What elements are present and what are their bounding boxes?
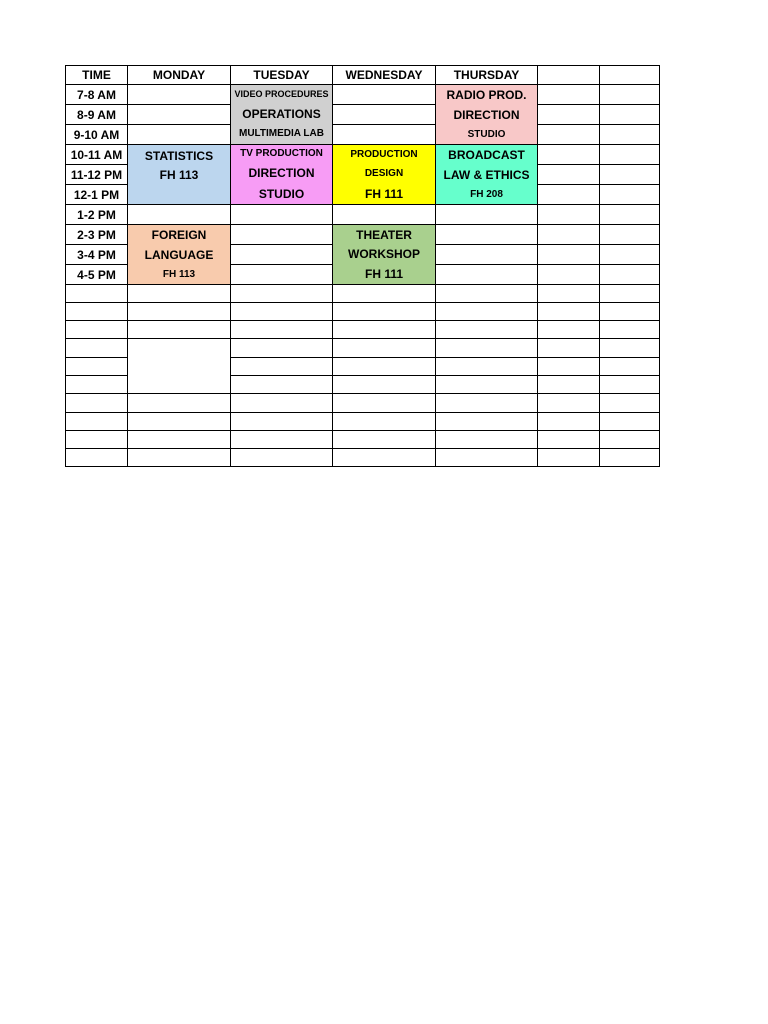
time-cell: 4-5 PM <box>65 264 127 284</box>
class-block-theater-workshop <box>332 224 435 284</box>
schedule-cell <box>332 393 435 412</box>
schedule-cell <box>230 302 332 320</box>
class-title: DIRECTION <box>248 166 315 181</box>
schedule-cell <box>599 320 660 338</box>
schedule-cell <box>127 124 230 144</box>
schedule-cell <box>599 184 660 204</box>
time-cell: 10-11 AM <box>65 144 127 164</box>
class-block-production-design <box>332 144 435 204</box>
class-block-broadcast-law <box>435 144 537 204</box>
schedule-cell <box>599 430 660 448</box>
class-title: TV PRODUCTION <box>240 148 323 160</box>
class-room: FH 113 <box>162 268 196 280</box>
schedule-cell <box>230 357 332 375</box>
schedule-cell <box>537 124 599 144</box>
schedule-cell <box>599 357 660 375</box>
schedule-cell <box>332 104 435 124</box>
schedule-cell <box>127 84 230 104</box>
schedule-cell <box>599 124 660 144</box>
time-cell-empty <box>65 393 127 412</box>
class-title: FOREIGN <box>151 228 207 243</box>
schedule-cell <box>332 412 435 430</box>
class-room: STUDIO <box>258 186 305 201</box>
schedule-cell <box>537 412 599 430</box>
class-block-tv-production <box>230 144 332 204</box>
class-title: DESIGN <box>364 167 404 179</box>
schedule-cell <box>599 144 660 164</box>
schedule-cell <box>230 412 332 430</box>
class-title: PRODUCTION <box>350 148 418 160</box>
schedule-cell <box>537 224 599 244</box>
class-title: RADIO PROD. <box>446 88 527 103</box>
schedule-cell <box>230 448 332 467</box>
time-cell: 2-3 PM <box>65 224 127 244</box>
weekly-schedule-grid <box>65 65 660 467</box>
time-cell-empty <box>65 412 127 430</box>
schedule-cell <box>537 164 599 184</box>
schedule-cell <box>332 84 435 104</box>
class-title: WORKSHOP <box>348 247 420 262</box>
time-cell: 11-12 PM <box>65 164 127 184</box>
time-cell: 7-8 AM <box>65 84 127 104</box>
time-cell: 1-2 PM <box>65 204 127 224</box>
schedule-cell <box>332 302 435 320</box>
schedule-cell <box>537 357 599 375</box>
class-title: DIRECTION <box>453 108 520 123</box>
schedule-cell <box>435 224 537 244</box>
schedule-cell <box>230 244 332 264</box>
schedule-cell <box>435 430 537 448</box>
schedule-cell <box>599 375 660 393</box>
schedule-cell <box>230 393 332 412</box>
schedule-cell <box>537 393 599 412</box>
schedule-cell <box>537 144 599 164</box>
schedule-cell <box>230 375 332 393</box>
class-title: BROADCAST <box>448 148 525 163</box>
class-block-radio-prod <box>435 84 537 144</box>
time-cell: 12-1 PM <box>65 184 127 204</box>
header-tuesday: TUESDAY <box>230 65 332 84</box>
schedule-cell <box>599 338 660 357</box>
schedule-cell <box>435 357 537 375</box>
class-room: FH 111 <box>364 186 404 201</box>
schedule-cell <box>332 375 435 393</box>
time-cell-empty <box>65 320 127 338</box>
class-block-foreign-language <box>127 224 230 284</box>
schedule-cell <box>599 84 660 104</box>
schedule-cell <box>127 448 230 467</box>
class-title: LAW & ETHICS <box>443 168 530 183</box>
schedule-cell <box>435 320 537 338</box>
schedule-cell <box>435 375 537 393</box>
schedule-cell <box>230 284 332 302</box>
schedule-cell <box>537 338 599 357</box>
schedule-cell <box>332 204 435 224</box>
schedule-cell <box>230 320 332 338</box>
time-cell: 3-4 PM <box>65 244 127 264</box>
schedule-cell <box>332 124 435 144</box>
schedule-cell-merged <box>127 338 230 393</box>
schedule-cell <box>537 302 599 320</box>
class-block-video-procedures <box>230 84 332 144</box>
schedule-cell <box>537 448 599 467</box>
schedule-cell <box>127 302 230 320</box>
schedule-cell <box>599 393 660 412</box>
time-cell: 9-10 AM <box>65 124 127 144</box>
class-room: FH 111 <box>364 267 404 282</box>
schedule-cell <box>599 448 660 467</box>
schedule-cell <box>537 104 599 124</box>
schedule-cell <box>127 104 230 124</box>
schedule-cell <box>127 393 230 412</box>
header-extra-1 <box>537 65 599 84</box>
schedule-cell <box>435 338 537 357</box>
schedule-cell <box>127 412 230 430</box>
schedule-cell <box>127 320 230 338</box>
schedule-cell <box>332 338 435 357</box>
schedule-cell <box>230 338 332 357</box>
header-monday: MONDAY <box>127 65 230 84</box>
schedule-cell <box>230 204 332 224</box>
time-cell-empty <box>65 302 127 320</box>
schedule-cell <box>332 448 435 467</box>
schedule-cell <box>435 264 537 284</box>
schedule-cell <box>127 204 230 224</box>
header-thursday: THURSDAY <box>435 65 537 84</box>
header-wednesday: WEDNESDAY <box>332 65 435 84</box>
schedule-cell <box>537 184 599 204</box>
schedule-cell <box>230 430 332 448</box>
schedule-cell <box>599 284 660 302</box>
schedule-cell <box>599 412 660 430</box>
time-cell-empty <box>65 375 127 393</box>
schedule-cell <box>332 430 435 448</box>
schedule-cell <box>537 84 599 104</box>
class-block-statistics <box>127 144 230 204</box>
schedule-cell <box>599 302 660 320</box>
schedule-cell <box>537 284 599 302</box>
class-room: MULTIMEDIA LAB <box>239 128 324 140</box>
class-title: LANGUAGE <box>144 248 214 263</box>
schedule-cell <box>537 375 599 393</box>
schedule-cell <box>599 224 660 244</box>
schedule-cell <box>599 164 660 184</box>
time-cell-empty <box>65 357 127 375</box>
time-cell-empty <box>65 430 127 448</box>
schedule-cell <box>599 244 660 264</box>
schedule-cell <box>599 204 660 224</box>
time-cell: 8-9 AM <box>65 104 127 124</box>
schedule-cell <box>332 357 435 375</box>
header-time: TIME <box>65 65 127 84</box>
time-cell-empty <box>65 448 127 467</box>
schedule-cell <box>230 224 332 244</box>
schedule-cell <box>537 264 599 284</box>
class-title: VIDEO PROCEDURES <box>234 88 329 99</box>
schedule-cell <box>537 204 599 224</box>
schedule-cell <box>435 204 537 224</box>
class-room: FH 113 <box>159 167 199 182</box>
schedule-cell <box>435 412 537 430</box>
schedule-cell <box>599 104 660 124</box>
class-title: OPERATIONS <box>242 106 321 121</box>
schedule-cell <box>537 244 599 264</box>
schedule-cell <box>537 320 599 338</box>
schedule-cell <box>599 264 660 284</box>
schedule-cell <box>332 284 435 302</box>
schedule-cell <box>435 284 537 302</box>
schedule-cell <box>435 393 537 412</box>
schedule-cell <box>435 302 537 320</box>
schedule-cell <box>230 264 332 284</box>
schedule-cell <box>537 430 599 448</box>
schedule-cell <box>127 430 230 448</box>
class-title: THEATER <box>356 227 412 242</box>
time-cell-empty <box>65 338 127 357</box>
class-title: STATISTICS <box>144 149 214 164</box>
schedule-cell <box>127 284 230 302</box>
class-room: STUDIO <box>467 128 506 140</box>
schedule-cell <box>332 320 435 338</box>
schedule-cell <box>435 448 537 467</box>
header-extra-2 <box>599 65 660 84</box>
time-cell-empty <box>65 284 127 302</box>
class-room: FH 208 <box>470 188 503 200</box>
schedule-cell <box>435 244 537 264</box>
